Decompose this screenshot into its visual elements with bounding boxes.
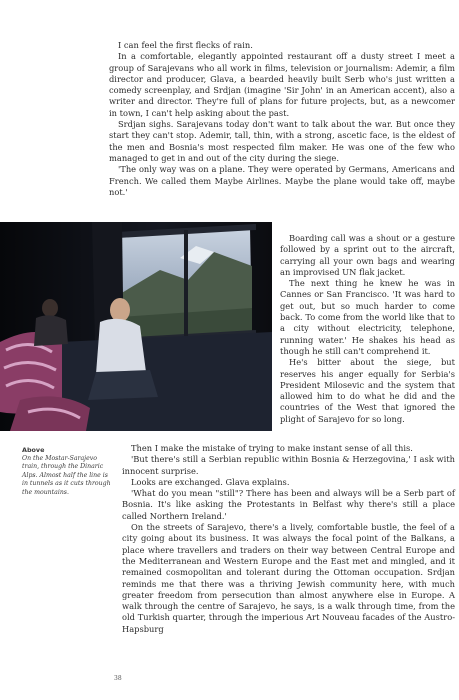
paragraph: In a comfortable, elegantly appointed restaurant off a dusty street I meet a group of Sarajevans who all work in films, television or journalism: Ademir, a film director and producer, Glava, a bearded heavily built Serb who's just written a comedy screenplay, and Srdjan (imagine 'Sir John' in an American accent), also a writer and director. They're full of plans for future projects, but, as a newcomer in town, I can't help asking about the past. bbox=[109, 51, 455, 118]
article-column-top bbox=[109, 40, 455, 198]
page-number: 38 bbox=[114, 675, 122, 682]
paragraph: Srdjan sighs. Sarajevans today don't want to talk about the war. But once they start they can't stop. Ademir, tall, thin, with a strong, ascetic face, is the eldest of the men and Bosnia's most respected film maker. He was one of the few who managed to get in and out of the city during the siege. bbox=[109, 119, 455, 163]
article-column-right bbox=[280, 233, 455, 425]
paragraph: The next thing he knew he was in Cannes or San Francisco. 'It was hard to get out, but so much harder to come back. To come from the world like that to a city without electricity, telephone, running water.' He shakes his head as though he still can't comprehend it. bbox=[280, 278, 455, 356]
paragraph: Then I make the mistake of trying to make instant sense of all this. bbox=[131, 443, 413, 453]
article-column-bottom bbox=[122, 443, 455, 635]
train-window-image bbox=[0, 222, 272, 431]
paragraph: On the streets of Sarajevo, there's a lively, comfortable bustle, the feel of a city going about its business. It was always the focal point of the Balkans, a place where travellers and traders on their way between Central Europe and the Mediterranean and Western Europe and the East met and mingled, and it remained cosmopolitan and tolerant during the Ottoman occupation. Srdjan reminds me that there was a thriving Jewish community here, with much greater freedom from persecution than almost anywhere else in Europe. A walk through the centre of Sarajevo, he says, is a walk through time, from the old Turkish quarter, through the imperious Art Nouveau facades of the Austro-Hapsburg bbox=[122, 522, 455, 634]
paragraph: He's bitter about the siege, but reserves his anger equally for Serbia's President Milosevic and the system that allowed him to do what he did and the countries of the West that ignored the plight of Sarajevo for so long. bbox=[280, 357, 455, 424]
paragraph: I can feel the first flecks of rain. bbox=[118, 40, 253, 50]
paragraph: Looks are exchanged. Glava explains. bbox=[131, 476, 290, 487]
caption-heading: Above bbox=[22, 446, 45, 454]
paragraph: Boarding call was a shout or a gesture followed by a sprint out to the aircraft, carrying all your own bags and wearing an improvised UN flak jacket. bbox=[280, 233, 455, 277]
caption-text: On the Mostar-Sarajevo train, through the Dinaric Alps. Almost half the line is in tunnels as it cuts through the mountains. bbox=[22, 454, 111, 496]
paragraph: 'The only way was on a plane. They were operated by Germans, Americans and French. We called them Maybe Airlines. Maybe the plane would take off, maybe not.' bbox=[109, 164, 455, 197]
train-photo bbox=[0, 222, 272, 431]
paragraph: 'What do you mean "still"? There has been and always will be a Serb part of Bosnia. It's like asking the Protestants in Belfast why there's still a place called Northern Ireland.' bbox=[122, 488, 455, 521]
paragraph: 'But there's still a Serbian republic within Bosnia & Herzegovina,' I ask with innocent surprise. bbox=[122, 454, 455, 476]
photo-caption bbox=[22, 446, 114, 498]
